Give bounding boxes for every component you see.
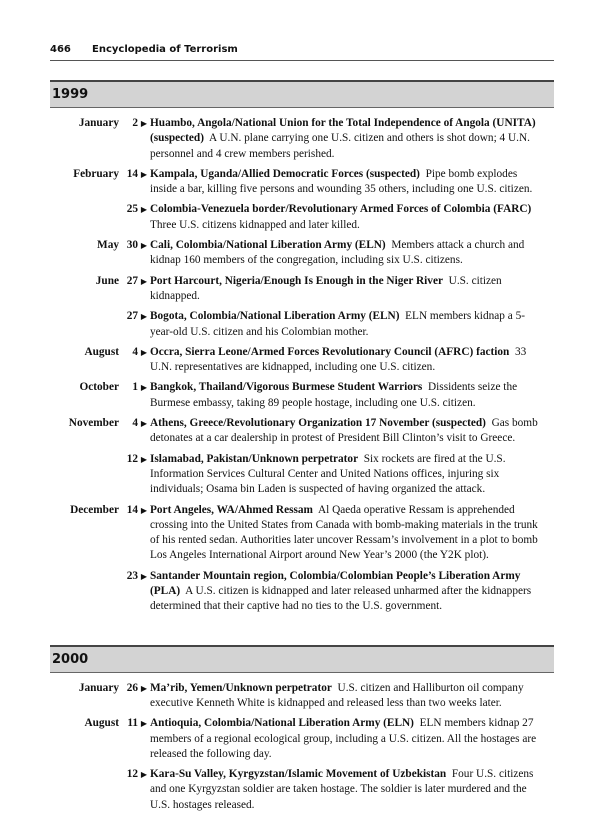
entry-month: November: [68, 417, 119, 430]
right-triangle-icon: ▶: [140, 241, 148, 251]
chronology-entry: [50, 116, 554, 162]
right-triangle-icon: ▶: [140, 312, 148, 322]
entry-day: 14: [126, 503, 138, 516]
right-triangle-icon: ▶: [140, 419, 148, 429]
entry-title: Port Harcourt, Nigeria/Enough Is Enough in the Niger River: [150, 274, 443, 287]
entry-description: Al Qaeda operative Ressam is apprehended crossing into the United States from Canada with bomb-making materials in the trunk of his rented sedan. Authorities later uncover Ressam’s involvement in a plot to bomb Los Angeles International Airport around New Year’s 2000 (the Y2K plot).: [150, 503, 538, 562]
entry-description: 33 U.N. representatives are kidnapped, including one U.S. citizen.: [150, 345, 527, 374]
entry-date: [50, 274, 138, 305]
entry-month: January: [78, 117, 119, 129]
entry-description: A U.S. citizen is kidnapped and later released unharmed after the kidnappers determined that their captive had no ties to the U.S. government.: [150, 585, 532, 613]
chronology-entry: [50, 238, 554, 269]
entry-month: January: [78, 681, 119, 694]
right-triangle-icon: ▶: [140, 276, 148, 286]
entry-title: Huambo, Angola/National Union for the Total Independence of Angola (UNITA) (suspected): [150, 117, 536, 145]
entry-title: Occra, Sierra Leone/Armed Forces Revolutionary Council (AFRC) faction: [150, 345, 510, 358]
entry-day: 11: [127, 717, 138, 730]
entry-description: Members attack a church and kidnap 160 members of the congregation, including six U.S. citizens.: [150, 239, 525, 267]
entry-date: [50, 238, 138, 269]
entry-text: [150, 452, 554, 498]
chronology-entry: [50, 716, 554, 762]
entry-date: [50, 416, 138, 447]
chronology-entry: [50, 767, 554, 813]
entry-month: May: [97, 239, 119, 252]
chronology-entry: [50, 167, 554, 198]
right-triangle-icon: ▶: [140, 205, 148, 215]
entry-description: Pipe bomb explodes inside a bar, killing five persons and wounding 35 others, including one U.S. citizen.: [150, 167, 533, 196]
entry-title: Bogota, Colombia/National Liberation Army (ELN): [150, 310, 400, 323]
chronology-entry: [50, 681, 554, 712]
chronology-entry: [50, 309, 554, 340]
entry-title: Cali, Colombia/National Liberation Army (ELN): [150, 239, 386, 252]
entry-day: 4: [132, 417, 138, 430]
entry-title: Kampala, Uganda/Allied Democratic Forces (suspected): [150, 167, 420, 180]
page-number: 466: [50, 44, 71, 55]
entry-month: August: [84, 717, 119, 730]
chronology-entry: [50, 380, 554, 411]
chronology-entry: [50, 202, 554, 233]
entry-text: [150, 767, 554, 813]
entry-title: Port Angeles, WA/Ahmed Ressam: [150, 503, 313, 516]
year-heading: 2000: [50, 645, 554, 673]
entry-day: 12: [126, 452, 138, 465]
entry-date: [50, 452, 138, 498]
entry-text: [150, 416, 554, 447]
running-head: [50, 44, 554, 61]
entry-text: [150, 569, 554, 615]
entry-title: Ma’rib, Yemen/Unknown perpetrator: [150, 681, 332, 694]
entry-description: ELN members kidnap 27 members of a regional ecological group, including a U.S. citizen. All the hostages are released the following day.: [150, 717, 537, 760]
entry-text: [150, 309, 554, 340]
right-triangle-icon: ▶: [140, 119, 148, 128]
entry-month: June: [95, 274, 119, 287]
entry-day: 1: [132, 381, 138, 394]
entry-title: Antioquia, Colombia/National Liberation Army (ELN): [150, 717, 414, 730]
entry-description: Six rockets are fired at the U.S. Information Services Cultural Center and United Nations offices, injuring six individuals; Osama bin Laden is suspected of having organized the attack.: [150, 452, 506, 496]
right-triangle-icon: ▶: [140, 383, 148, 393]
entry-text: [150, 274, 554, 305]
right-triangle-icon: ▶: [140, 169, 148, 179]
entry-day: 27: [126, 274, 138, 287]
right-triangle-icon: ▶: [140, 505, 148, 515]
entry-title: Islamabad, Pakistan/Unknown perpetrator: [150, 452, 359, 465]
entry-date: [50, 569, 138, 615]
entry-date: [50, 309, 138, 340]
right-triangle-icon: ▶: [140, 770, 148, 780]
entry-text: [150, 202, 554, 233]
book-title: Encyclopedia of Terrorism: [92, 44, 238, 55]
entry-day: 2: [132, 117, 138, 129]
entry-title: Bangkok, Thailand/Vigorous Burmese Student Warriors: [150, 381, 423, 394]
entry-description: Four U.S. citizens and one Kyrgyzstan soldier are taken hostage. The soldier is later murdered and the U.S. hostages released.: [150, 768, 534, 811]
entry-text: [150, 238, 554, 269]
right-triangle-icon: ▶: [140, 454, 148, 464]
entry-date: [50, 681, 138, 712]
right-triangle-icon: ▶: [140, 571, 148, 581]
entry-description: U.S. citizen and Halliburton oil company executive Kenneth White is kidnapped and released less than two weeks later.: [150, 681, 524, 709]
entry-month: February: [73, 167, 119, 180]
entry-date: [50, 167, 138, 198]
entry-text: [150, 345, 554, 376]
entry-description: Dissidents seize the Burmese embassy, taking 89 people hostage, including one U.S. citizen.: [150, 381, 518, 409]
entry-text: [150, 503, 554, 564]
chronology-entry: [50, 274, 554, 305]
entry-date: [50, 503, 138, 564]
entry-description: Gas bomb detonates at a car dealership in protest of President Bill Clinton’s visit to Greece.: [150, 417, 538, 445]
chronology: [50, 80, 554, 818]
entry-text: [150, 716, 554, 762]
entry-text: [150, 167, 554, 198]
entry-day: 14: [126, 167, 138, 180]
entry-month: August: [84, 345, 119, 358]
chronology-entry: [50, 416, 554, 447]
entry-title: Colombia-Venezuela border/Revolutionary Armed Forces of Colombia (FARC): [150, 203, 532, 216]
entry-title: Athens, Greece/Revolutionary Organization 17 November (suspected): [150, 417, 486, 430]
entry-description: Three U.S. citizens kidnapped and later killed.: [150, 218, 360, 231]
entry-date: [50, 202, 138, 233]
entry-description: U.S. citizen kidnapped.: [150, 274, 502, 302]
entry-day: 26: [126, 681, 138, 694]
entry-month: December: [70, 503, 119, 516]
entry-day: 27: [126, 310, 138, 323]
entry-date: [50, 767, 138, 813]
entry-day: 12: [126, 768, 138, 781]
entry-date: [50, 716, 138, 762]
right-triangle-icon: ▶: [140, 719, 148, 729]
entry-day: 30: [126, 239, 138, 252]
entry-description: A U.N. plane carrying one U.S. citizen and others is shot down; 4 U.N. personnel and 4 crew members perished.: [150, 132, 530, 160]
year-heading: 1999: [50, 80, 554, 108]
entry-month: October: [79, 381, 119, 394]
entry-date: [50, 345, 138, 376]
entry-day: 25: [126, 203, 138, 216]
entry-day: 23: [126, 569, 138, 582]
right-triangle-icon: ▶: [140, 683, 148, 693]
chronology-entry: [50, 452, 554, 498]
entry-text: [150, 380, 554, 411]
entry-date: [50, 116, 138, 162]
chronology-entry: [50, 345, 554, 376]
entry-description: ELN members kidnap a 5-year-old U.S. citizen and his Colombian mother.: [150, 310, 525, 338]
entry-text: [150, 681, 554, 712]
right-triangle-icon: ▶: [140, 347, 148, 357]
chronology-entry: [50, 503, 554, 564]
entry-text: [150, 116, 554, 162]
entry-title: Kara-Su Valley, Kyrgyzstan/Islamic Movement of Uzbekistan: [150, 768, 447, 781]
entry-day: 4: [132, 345, 138, 358]
entry-date: [50, 380, 138, 411]
chronology-entry: [50, 569, 554, 615]
entry-title: Santander Mountain region, Colombia/Colombian People’s Liberation Army (PLA): [150, 569, 521, 598]
